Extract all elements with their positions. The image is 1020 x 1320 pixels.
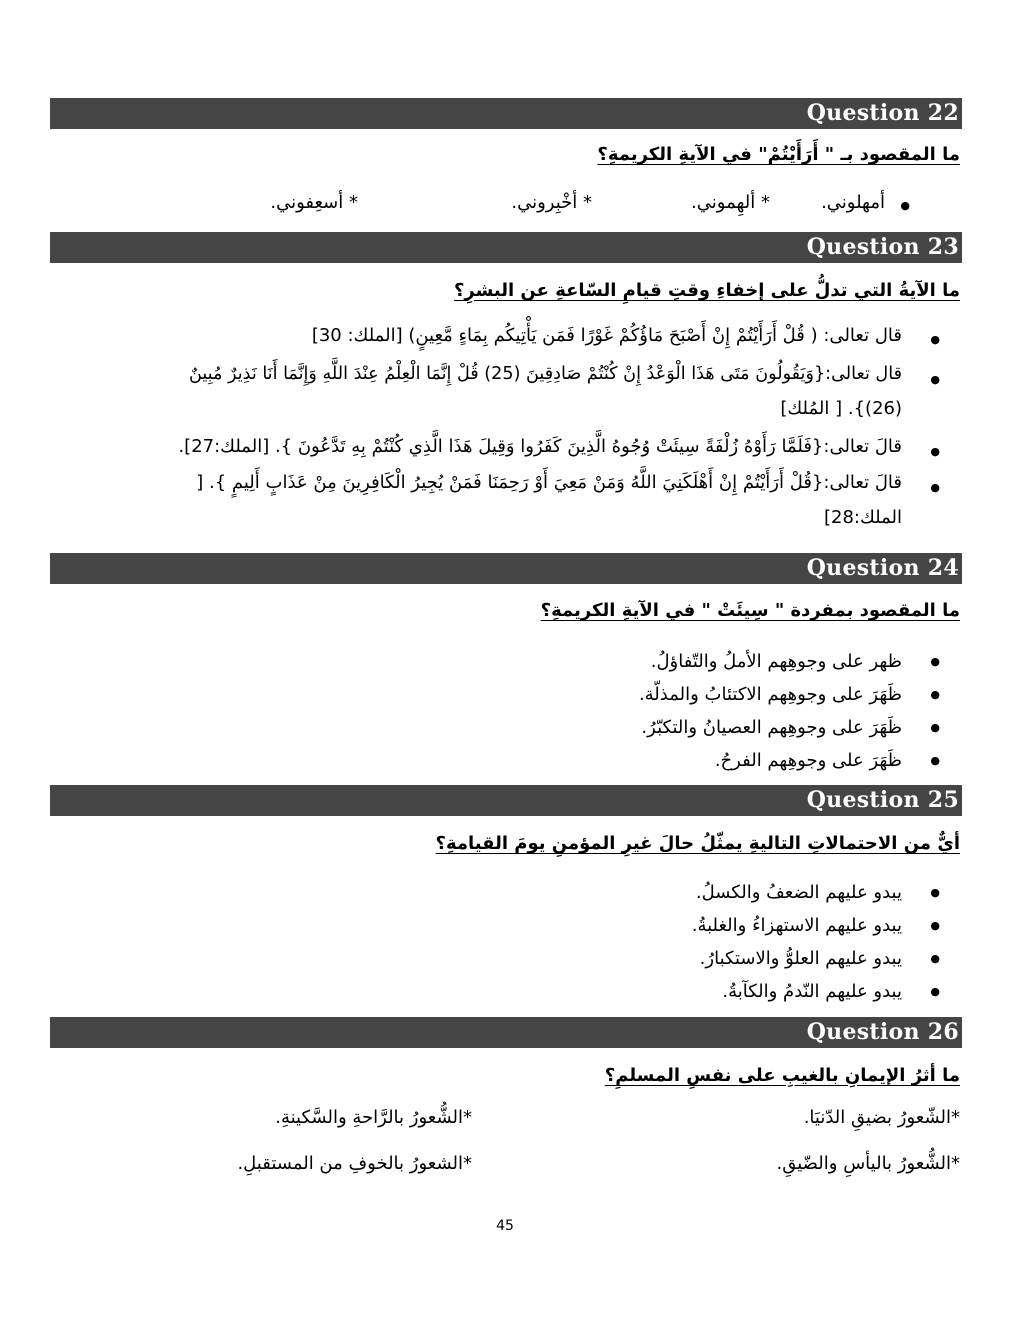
question-22-option-1: أمهلوني.: [821, 192, 885, 213]
question-26-option-1: *الشّعورُ بضيقِ الدّنيَا.: [803, 1107, 960, 1128]
question-22-option-2: * ألهِموني.: [691, 192, 770, 213]
question-22-option-4: * أسعِفوني.: [270, 192, 358, 213]
question-26-option-3: *الشُّعورُ باليأسِ والضّيقِ.: [776, 1153, 960, 1174]
question-23-option-2: قال تعالى:{وَيَقُولُونَ مَتَى هَذَا الْوَعْدُ إِنْ كُنْتُمْ صَادِقِينَ (25) قُلْ إِنَّمَا الْعِلْمُ عِنْدَ اللَّهِ وَإِنَّمَا أَنَا نَذِيرٌ مُبِينٌ: [188, 364, 902, 384]
question-24-option-4: ● ظَهَرَ على وجوهِهم الفرحُ.: [639, 744, 902, 777]
question-26-option-4: *الشعورُ بالخوفِ من المستقبلِ.: [237, 1153, 472, 1174]
question-24-option-3: ● ظَهَرَ على وجوهِهم العصيانُ والتكبّرُ.: [639, 711, 902, 744]
question-26-option-2: *الشُّعورُ بالرَّاحةِ والسَّكينةِ.: [275, 1107, 472, 1128]
question-24-prompt: ما المقصود بمفردة " سِيئَتْ " في الآيةِ الكريمةِ؟: [540, 600, 960, 621]
question-23-option-1: قال تعالى: ( قُلْ أَرَأَيْتُمْ إِنْ أَصْبَحَ مَاؤُكُمْ غَوْرًا فَمَن يَأْتِيكُم بِمَاءٍ مَّعِينٍ) [الملك: 30]: [311, 325, 902, 346]
bullet-icon: ●: [900, 199, 910, 212]
question-25-option-3: ● يبدو عليهم العلوُّ والاستكبارُ.: [692, 942, 902, 975]
question-24-option-2: ● ظَهَرَ على وجوهِهم الاكتئابُ والمذلّة.: [639, 678, 902, 711]
question-25-option-2: ● يبدو عليهم الاستهزاءُ والغلبةُ.: [692, 909, 902, 942]
question-26-prompt: ما أثرُ الإيمانِ بالغيبِ على نفسِ المسلمِ؟: [604, 1065, 960, 1086]
question-23-option-4: قالَ تعالى:{قُلْ أَرَأَيْتُمْ إِنْ أَهْلَكَنِيَ اللَّهُ وَمَنْ مَعِيَ أَوْ رَحِمَنَا فَمَنْ يُجِيرُ الْكَافِرِينَ مِنْ عَذَابٍ أَلِيمٍ }. [: [196, 472, 902, 493]
question-26-header: Question 26: [50, 1017, 962, 1048]
question-25-header: Question 25: [50, 785, 962, 816]
question-25-option-1: ● يبدو عليهم الضعفُ والكسلُ.: [692, 876, 902, 909]
question-22-header: Question 22: [50, 98, 962, 129]
bullet-icon: ●: [930, 373, 940, 386]
question-24-header: Question 24: [50, 553, 962, 584]
bullet-icon: ●: [930, 481, 940, 494]
bullet-icon: ●: [930, 445, 940, 458]
bullet-icon: ●: [930, 333, 940, 346]
question-25-option-4: ● يبدو عليهم النّدمُ والكآبةُ.: [692, 975, 902, 1008]
question-23-option-3: قالَ تعالى:{فَلَمَّا رَأَوْهُ زُلْفَةً سِيئَتْ وُجُوهُ الَّذِينَ كَفَرُوا وَقِيلَ هَذَا الَّذِي كُنْتُمْ بِهِ تَدَّعُونَ }. [الملك:27].: [178, 436, 902, 457]
question-25-prompt: أيٌّ من الاحتمالاتِ التاليةِ يمثّلُ حالَ غيرِ المؤمنِ يومَ القيامةِ؟: [435, 833, 960, 854]
question-24-option-1: ● ظهر على وجوهِهم الأملُ والتّفاؤلُ.: [639, 645, 902, 678]
question-25-options: [692, 876, 902, 1008]
question-23-option-2-cont: (26)}. [ المُلك]: [780, 398, 902, 419]
question-22-option-3: * أخْبِروني.: [511, 192, 592, 213]
question-23-option-4-cont: الملك:28]: [823, 507, 902, 528]
question-23-prompt: ما الآيةُ التي تدلُّ على إخفاءِ وقتِ قيامِ السّاعةِ عن البشرِ؟: [453, 280, 960, 301]
question-24-options: [639, 645, 902, 777]
question-23-header: Question 23: [50, 232, 962, 263]
question-22-prompt: ما المقصود بـ " أَرَأَيْتُمْ" في الآيةِ الكريمةِ؟: [597, 144, 960, 165]
page-number: 45: [496, 1218, 514, 1234]
